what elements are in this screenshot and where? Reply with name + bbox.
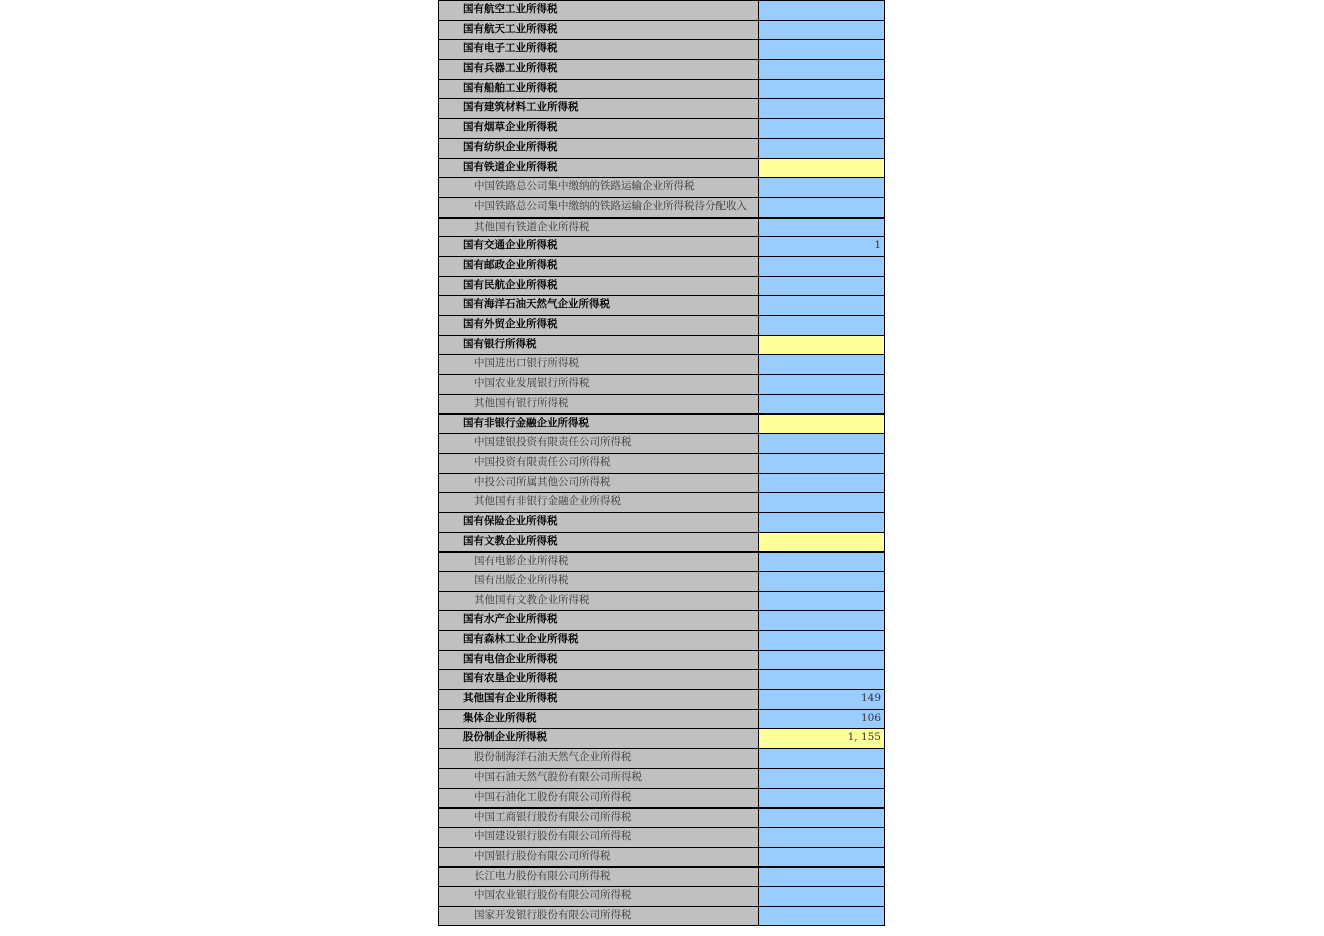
row-value-cell[interactable] (759, 809, 884, 827)
table-row (439, 59, 884, 79)
row-value-cell[interactable] (759, 749, 884, 768)
row-label-cell[interactable]: 国有银行所得税 (439, 336, 759, 355)
row-label-cell[interactable]: 国有交通企业所得税 (439, 237, 759, 256)
row-value-cell[interactable] (759, 887, 884, 906)
row-value-cell[interactable] (759, 434, 884, 453)
row-label-cell[interactable]: 中国农业发展银行所得税 (439, 375, 759, 394)
table-row (439, 335, 884, 355)
row-label-cell[interactable]: 国有电子工业所得税 (439, 40, 759, 59)
row-label-cell[interactable]: 国有邮政企业所得税 (439, 257, 759, 276)
table-row (439, 827, 884, 847)
row-value-cell[interactable] (759, 592, 884, 611)
row-label-cell[interactable]: 其他国有银行所得税 (439, 395, 759, 414)
row-label-cell[interactable]: 中国石油天然气股份有限公司所得税 (439, 769, 759, 788)
row-value-cell[interactable] (759, 277, 884, 296)
row-value-cell[interactable] (759, 907, 884, 926)
table-row (439, 669, 884, 689)
table-row (439, 610, 884, 630)
row-label-cell[interactable]: 国有电信企业所得税 (439, 651, 759, 670)
row-label-cell[interactable]: 集体企业所得税 (439, 710, 759, 729)
table-row (439, 177, 884, 197)
table-row (439, 847, 884, 867)
row-value-cell[interactable] (759, 513, 884, 532)
row-label-cell[interactable]: 长江电力股份有限公司所得税 (439, 868, 759, 886)
row-label-cell[interactable]: 国有铁道企业所得税 (439, 159, 759, 178)
table-row (439, 276, 884, 296)
row-value-cell[interactable] (759, 789, 884, 808)
table-row (439, 197, 884, 217)
table-row (439, 768, 884, 788)
row-value-cell[interactable] (759, 21, 884, 40)
row-label-cell[interactable]: 国有烟草企业所得税 (439, 119, 759, 138)
row-value-cell[interactable] (759, 1, 884, 20)
table-row (439, 217, 884, 237)
table-row (439, 295, 884, 315)
row-label-cell[interactable]: 中国石油化工股份有限公司所得税 (439, 789, 759, 808)
row-label-cell[interactable]: 中国工商银行股份有限公司所得税 (439, 809, 759, 827)
row-label-cell[interactable]: 国有非银行金融企业所得税 (439, 415, 759, 433)
row-value-cell[interactable] (759, 139, 884, 158)
row-value-cell[interactable] (759, 868, 884, 886)
table-row (439, 236, 884, 256)
row-label-cell[interactable]: 其他国有非银行金融企业所得税 (439, 493, 759, 512)
table-row (439, 630, 884, 650)
row-label-cell[interactable]: 国有海洋石油天然气企业所得税 (439, 296, 759, 315)
row-label-cell[interactable]: 中国农业银行股份有限公司所得税 (439, 887, 759, 906)
row-value-cell[interactable] (759, 493, 884, 512)
row-label-cell[interactable]: 中国建银投资有限责任公司所得税 (439, 434, 759, 453)
row-label-cell[interactable]: 国有保险企业所得税 (439, 513, 759, 532)
row-value-cell[interactable] (759, 670, 884, 689)
row-value-cell[interactable] (759, 60, 884, 79)
table-row (439, 689, 884, 709)
row-label-cell[interactable]: 国家开发银行股份有限公司所得税 (439, 907, 759, 926)
table-row (439, 650, 884, 670)
table-row (439, 374, 884, 394)
row-label-cell[interactable]: 国有森林工业企业所得税 (439, 631, 759, 650)
table-row (439, 453, 884, 473)
table-row (439, 788, 884, 808)
table-row (439, 354, 884, 374)
row-label-cell[interactable]: 国有船舶工业所得税 (439, 80, 759, 99)
table-row (439, 433, 884, 453)
row-value-cell[interactable] (759, 553, 884, 571)
row-label-cell[interactable]: 国有兵器工业所得税 (439, 60, 759, 79)
row-label-cell[interactable]: 其他国有企业所得税 (439, 690, 759, 709)
table-row (439, 0, 884, 20)
row-label-cell[interactable]: 中投公司所属其他公司所得税 (439, 474, 759, 493)
table-row (439, 807, 884, 827)
row-value-cell[interactable] (759, 159, 884, 178)
row-value-cell[interactable] (759, 828, 884, 847)
row-value-cell[interactable] (759, 454, 884, 473)
table-row (439, 158, 884, 178)
row-value-cell[interactable]: 1, 155 (759, 729, 884, 748)
row-value-cell[interactable] (759, 99, 884, 118)
row-label-cell[interactable]: 股份制海洋石油天然气企业所得税 (439, 749, 759, 768)
table-row (439, 748, 884, 768)
table-row (439, 709, 884, 729)
row-value-cell[interactable] (759, 395, 884, 414)
row-value-cell[interactable] (759, 257, 884, 276)
table-row (439, 886, 884, 906)
table-row (439, 532, 884, 552)
table-row (439, 315, 884, 335)
table-row (439, 866, 884, 886)
table-row (439, 512, 884, 532)
row-label-cell[interactable]: 中国建设银行股份有限公司所得税 (439, 828, 759, 847)
row-value-cell[interactable] (759, 651, 884, 670)
row-label-cell[interactable]: 中国进出口银行所得税 (439, 355, 759, 374)
table-row (439, 473, 884, 493)
table-row (439, 728, 884, 748)
row-label-cell[interactable]: 其他国有铁道企业所得税 (439, 219, 759, 237)
row-label-cell[interactable]: 国有农垦企业所得税 (439, 670, 759, 689)
table-row (439, 118, 884, 138)
row-label-cell[interactable]: 中国银行股份有限公司所得税 (439, 848, 759, 867)
row-label-cell[interactable]: 国有航空工业所得税 (439, 1, 759, 20)
table-row (439, 138, 884, 158)
row-value-cell[interactable] (759, 572, 884, 591)
table-row (439, 20, 884, 40)
table-row (439, 256, 884, 276)
row-value-cell[interactable] (759, 296, 884, 315)
row-value-cell[interactable] (759, 848, 884, 867)
row-label-cell[interactable]: 中国铁路总公司集中缴纳的铁路运输企业所得税待分配收入 (439, 198, 759, 217)
row-value-cell[interactable] (759, 631, 884, 650)
table-row (439, 79, 884, 99)
row-value-cell[interactable] (759, 40, 884, 59)
row-value-cell[interactable] (759, 415, 884, 433)
row-label-cell[interactable]: 其他国有文教企业所得税 (439, 592, 759, 611)
row-value-cell[interactable] (759, 336, 884, 355)
row-label-cell[interactable]: 国有文教企业所得税 (439, 533, 759, 552)
row-label-cell[interactable]: 国有水产企业所得税 (439, 611, 759, 630)
row-value-cell[interactable] (759, 119, 884, 138)
row-value-cell[interactable] (759, 178, 884, 197)
row-value-cell[interactable] (759, 316, 884, 335)
table-row (439, 571, 884, 591)
row-label-cell[interactable]: 国有外贸企业所得税 (439, 316, 759, 335)
row-value-cell[interactable] (759, 375, 884, 394)
row-value-cell[interactable] (759, 219, 884, 237)
row-value-cell[interactable]: 106 (759, 710, 884, 729)
row-value-cell[interactable] (759, 533, 884, 552)
row-label-cell[interactable]: 国有电影企业所得税 (439, 553, 759, 571)
table-row (439, 394, 884, 414)
row-value-cell[interactable] (759, 198, 884, 217)
row-label-cell[interactable]: 国有纺织企业所得税 (439, 139, 759, 158)
row-value-cell[interactable] (759, 769, 884, 788)
row-value-cell[interactable] (759, 474, 884, 493)
table-row (439, 413, 884, 433)
row-label-cell[interactable]: 国有出版企业所得税 (439, 572, 759, 591)
row-label-cell[interactable]: 股份制企业所得税 (439, 729, 759, 748)
row-value-cell[interactable] (759, 80, 884, 99)
table-row (439, 39, 884, 59)
row-value-cell[interactable] (759, 355, 884, 374)
table-row (439, 591, 884, 611)
row-label-cell[interactable]: 国有民航企业所得税 (439, 277, 759, 296)
row-value-cell[interactable]: 1 (759, 237, 884, 256)
table-row (439, 492, 884, 512)
table-row (439, 906, 884, 926)
row-label-cell[interactable]: 国有建筑材料工业所得税 (439, 99, 759, 118)
table-row (439, 98, 884, 118)
row-label-cell[interactable]: 国有航天工业所得税 (439, 21, 759, 40)
row-label-cell[interactable]: 中国铁路总公司集中缴纳的铁路运输企业所得税 (439, 178, 759, 197)
row-value-cell[interactable]: 149 (759, 690, 884, 709)
row-label-cell[interactable]: 中国投资有限责任公司所得税 (439, 454, 759, 473)
spreadsheet-table (438, 0, 885, 926)
table-row (439, 551, 884, 571)
row-value-cell[interactable] (759, 611, 884, 630)
